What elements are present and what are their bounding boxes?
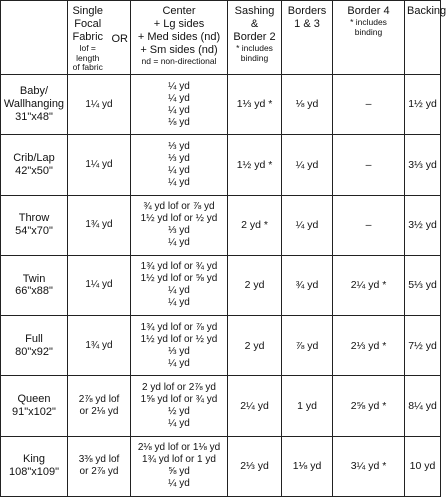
center-fabric-cell [131, 195, 228, 255]
border4-amount: – [333, 75, 405, 135]
center-fabric-cell [131, 255, 228, 315]
borders13-amount: ⅞ yd [282, 316, 333, 376]
backing-amount: 1½ yd [405, 75, 441, 135]
quilt-size-line: 31"x48" [15, 111, 53, 124]
size-row [1, 255, 441, 315]
center-title-line: + Lg sides [153, 17, 205, 30]
center-amount: ¼ yd [168, 164, 190, 176]
center-amount: ¼ yd [168, 237, 190, 249]
sashing-note-line: binding [240, 52, 269, 63]
sashing-note-line: * includes [236, 42, 273, 53]
backing-amount: 7½ yd [405, 316, 441, 376]
focal-fabric-cell [68, 436, 131, 496]
borders13-amount: ¼ yd [282, 195, 333, 255]
border4-header [333, 1, 405, 75]
borders13-amount: 1⅛ yd [282, 436, 333, 496]
center-amount: ¾ yd lof or ⅞ yd [143, 201, 215, 213]
border4-amount: 3¼ yd * [333, 436, 405, 496]
focal-amount: or 2⅛ yd [79, 406, 119, 418]
focal-fabric-cell [68, 255, 131, 315]
focal-fabric-cell [68, 376, 131, 436]
borders-1-3-header [282, 1, 333, 75]
backing-amount: 3½ yd [405, 195, 441, 255]
quilt-size-label [1, 436, 68, 496]
quilt-size-label [1, 135, 68, 195]
quilt-size-line: 42"x50" [15, 164, 53, 177]
or-label: OR [111, 32, 128, 45]
center-amount: 1½ yd lof or ½ yd [140, 213, 218, 225]
quilt-size-line: Twin [22, 272, 46, 285]
center-amount: ⅓ yd [168, 225, 190, 237]
quilt-size-label [1, 75, 68, 135]
center-amount: ¼ yd [168, 104, 190, 116]
size-row [1, 436, 441, 496]
sashing-amount: 2 yd [228, 316, 282, 376]
backing-amount: 8¼ yd [405, 376, 441, 436]
center-amount: ⅛ yd [168, 116, 190, 128]
focal-amount: 3⅜ yd lof [78, 454, 120, 466]
center-fabric-cell [131, 436, 228, 496]
center-amount: 1¾ yd lof or ⅞ yd [140, 321, 218, 333]
center-fabric-cell [131, 75, 228, 135]
focal-amount: 1¼ yd [85, 279, 113, 291]
center-note: nd = non-directional [141, 55, 217, 66]
borders13-amount: 1 yd [282, 376, 333, 436]
focal-fabric-cell [68, 195, 131, 255]
borders13-title-line: 1 & 3 [294, 17, 320, 30]
corner-cell [1, 1, 68, 75]
quilt-size-label [1, 376, 68, 436]
sashing-amount: 2⅓ yd [228, 436, 282, 496]
sashing-amount: 1⅓ yd * [228, 75, 282, 135]
center-amount: ⅝ yd [168, 466, 190, 478]
quilt-size-label [1, 195, 68, 255]
border4-title: Border 4 [347, 5, 390, 17]
focal-note-line: of fabric [72, 62, 103, 73]
center-title-line: Center [162, 5, 196, 17]
quilt-size-line: Queen [17, 393, 51, 406]
backing-amount: 10 yd [405, 436, 441, 496]
focal-amount: 1¾ yd [85, 219, 113, 231]
backing-header [405, 1, 446, 75]
size-row [1, 75, 441, 135]
quilt-size-line: Baby/ [19, 85, 49, 98]
focal-title-line: Fabric [72, 30, 104, 43]
center-amount: ¼ yd [168, 418, 190, 430]
border4-amount: 2⅓ yd * [333, 316, 405, 376]
header-row [1, 1, 441, 75]
quilt-size-line: 108"x109" [8, 466, 59, 479]
center-amount: ¼ yd [168, 357, 190, 369]
focal-fabric-cell [68, 75, 131, 135]
quilt-size-label [1, 255, 68, 315]
center-amount: ¼ yd [168, 478, 190, 490]
focal-amount: 1¼ yd [85, 158, 113, 170]
size-row [1, 135, 441, 195]
center-title-line: + Sm sides (nd) [140, 43, 218, 56]
center-amount: ¼ yd [168, 297, 190, 309]
backing-amount: 5⅓ yd [405, 255, 441, 315]
center-amount: 1¾ yd lof or 1 yd [142, 454, 216, 466]
quilt-size-line: 80"x92" [15, 345, 53, 358]
border4-amount: 2⅝ yd * [333, 376, 405, 436]
sashing-border2-header [228, 1, 282, 75]
border4-note-line: * includes [350, 16, 387, 27]
center-amount: 1¾ yd lof or ¾ yd [140, 261, 218, 273]
focal-amount: 1¾ yd [85, 339, 113, 351]
center-amount: ½ yd [168, 406, 190, 418]
center-amount: 2 yd lof or 2⅞ yd [142, 382, 216, 394]
center-fabric-cell [131, 316, 228, 376]
center-amount: 1½ yd lof or ⅝ yd [140, 273, 218, 285]
center-amount: ⅓ yd [168, 345, 190, 357]
center-amount: 1½ yd lof or ½ yd [140, 333, 218, 345]
quilt-size-line: Throw [18, 212, 50, 225]
sashing-amount: 1½ yd * [228, 135, 282, 195]
focal-title-line: Focal [74, 17, 102, 30]
center-header [131, 1, 228, 75]
center-amount: ¼ yd [168, 176, 190, 188]
center-amount: ¼ yd [168, 80, 190, 92]
center-amount: ⅓ yd [168, 152, 190, 164]
focal-amount: 2⅞ yd lof [78, 394, 120, 406]
center-amount: ¼ yd [168, 285, 190, 297]
sashing-amount: 2 yd * [228, 195, 282, 255]
center-amount: ¼ yd [168, 92, 190, 104]
focal-note-line: lof = length [76, 42, 100, 63]
size-row [1, 376, 441, 436]
center-fabric-cell [131, 135, 228, 195]
borders13-amount: ¼ yd [282, 135, 333, 195]
center-fabric-cell [131, 376, 228, 436]
size-row [1, 195, 441, 255]
focal-fabric-cell [68, 135, 131, 195]
quilt-size-line: 66"x88" [15, 285, 53, 298]
quilt-size-line: 91"x102" [12, 406, 56, 419]
sashing-title-line: Border 2 [233, 30, 276, 43]
quilt-size-line: Wallhanging [3, 98, 65, 111]
quilt-size-line: King [22, 453, 46, 466]
focal-header-title [70, 5, 106, 73]
border4-amount: – [333, 195, 405, 255]
sashing-title-line: Sashing [234, 5, 275, 17]
sashing-amount: 2¼ yd [228, 376, 282, 436]
backing-title: Backing [407, 5, 446, 17]
center-title-line: + Med sides (nd) [137, 30, 221, 43]
quilt-size-label [1, 316, 68, 376]
quilt-size-line: Crib/Lap [13, 151, 55, 164]
border4-amount: 2¼ yd * [333, 255, 405, 315]
focal-fabric-cell [68, 316, 131, 376]
sashing-title-line: & [250, 17, 259, 30]
backing-amount: 3⅓ yd [405, 135, 441, 195]
focal-title-line: Single [72, 5, 104, 17]
center-amount: 2⅛ yd lof or 1⅛ yd [137, 442, 221, 454]
sashing-amount: 2 yd [228, 255, 282, 315]
border4-note-line: binding [354, 26, 383, 37]
borders13-amount: ⅛ yd [282, 75, 333, 135]
focal-header-wrap [70, 5, 128, 73]
borders13-amount: ¾ yd [282, 255, 333, 315]
focal-fabric-header [68, 1, 131, 75]
quilt-size-line: 54"x70" [15, 225, 53, 238]
focal-amount: 1¼ yd [85, 98, 113, 110]
quilt-size-line: Full [25, 332, 43, 345]
center-amount: ⅓ yd [168, 140, 190, 152]
focal-amount: or 2⅞ yd [79, 466, 119, 478]
border4-amount: – [333, 135, 405, 195]
size-row [1, 316, 441, 376]
borders13-title-line: Borders [287, 5, 327, 17]
center-amount: 1⅝ yd lof or ¾ yd [140, 394, 218, 406]
